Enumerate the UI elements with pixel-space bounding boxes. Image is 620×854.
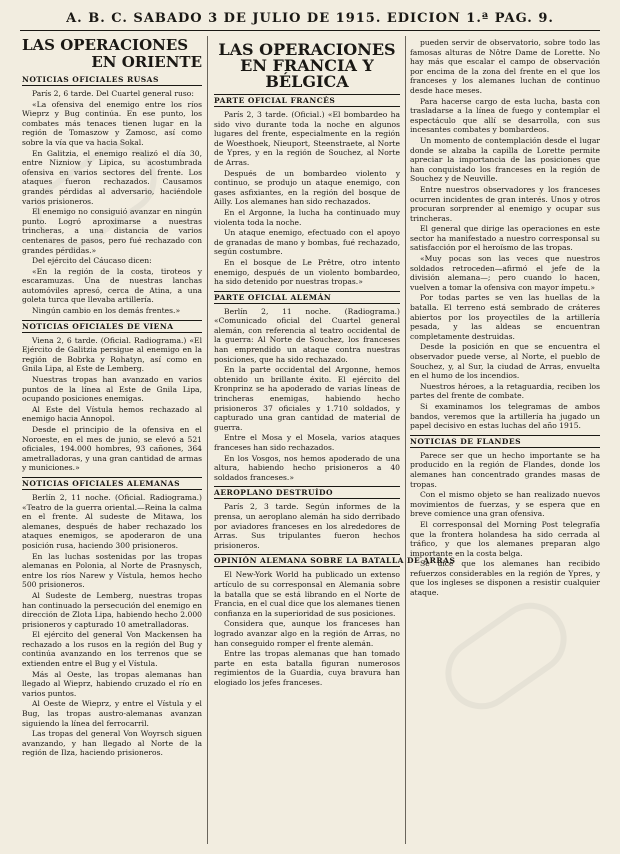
paragraph: Se dice que los alemanes han recibido refuerzos considerables en la región de Ypres, y que los ingleses se disponen a resistir cualquier ataque. (410, 559, 600, 598)
section-heading-opinion: OPINIÓN ALEMANA SOBRE LA BATALLA DE ARRAS (214, 556, 456, 566)
paragraph: En las luchas sostenidas por las tropas alemanas en Polonia, al Norte de Prasnysch, entre los ríos Narew y Vístula, hemos hecho 500 prisioneros. (22, 551, 202, 590)
paragraph: Para hacerse cargo de esta lucha, basta con trasladarse a la línea de fuego y contemplar el espectáculo que allí se desarrolla, con sus incesantes combates y bombardeos. (410, 96, 600, 135)
article-title-line1: LAS OPERACIONES (22, 36, 189, 54)
paragraph: En el Argonne, la lucha ha continuado muy violenta toda la noche. (214, 207, 400, 227)
section-heading-french: PARTE OFICIAL FRANCÉS (214, 94, 400, 107)
paragraph: Un momento de contemplación desde el lugar donde se alzaba la capilla de Lorette permite apreciar la importancia de las posiciones que han conquistado los franceses en la región de Souchez y de Neuville. (410, 135, 600, 184)
section-heading-vienna: NOTICIAS OFICIALES DE VIENA (22, 320, 202, 333)
paragraph: París 2, 3 tarde. Según informes de la prensa, un aeroplano alemán ha sido derribado por aviadores franceses en los alrededores de Arras. Sus tripulantes fueron hechos prisioneros. (214, 502, 400, 550)
paragraph: «En la región de la costa, tiroteos y escaramuzas. Una de nuestras lanchas automóviles apresó, cerca de Atina, a una goleta turca que llevaba artillería. (22, 266, 202, 305)
paragraph: Entre las tropas alemanas que han tomado parte en esta batalla figuran numerosos regimientos de la Guardia, cuya bravura han elogiado los jefes franceses. (214, 649, 400, 687)
paragraph: El general que dirige las operaciones en este sector ha manifestado a nuestro corresponsal su satisfacción por el heroísmo de las tropas. (410, 224, 600, 253)
paragraph: Al Oeste de Wieprz, y entre el Vístula y el Bug, las tropas austro-alemanas avanzan siguiendo la línea del ferrocarril. (22, 699, 202, 728)
paragraph: El ejército del general Von Mackensen ha rechazado a los rusos en la región del Bug y continúa avanzando en los terrenos que se extienden entre el Bug y el Vístula. (22, 630, 202, 669)
column-divider-2 (405, 36, 406, 844)
paragraph: En el bosque de Le Prêtre, otro intento enemigo, después de un violento bombardeo, ha sido detenido por nuestras tropas.» (214, 257, 400, 287)
paragraph: Más al Oeste, las tropas alemanas han llegado al Wieprz, habiendo cruzado el río en varios puntos. (22, 669, 202, 698)
paragraph: Si examinamos los telegramas de ambos bandos, veremos que la artillería ha jugado un papel decisivo en estas luchas del año 1915. (410, 401, 600, 431)
paragraph: Parece ser que un hecho importante se ha producido en la región de Flandes, donde los alemanes han concentrado grandes masas de tropas. (410, 450, 600, 489)
section-heading-flanders: NOTICIAS DE FLANDES (410, 435, 600, 448)
paragraph: Las tropas del general Von Woyrsch siguen avanzando, y han llegado al Norte de la región de Ilza, haciendo prisioneros. (22, 729, 202, 758)
section-heading-aeroplane: AEROPLANO DESTRUÍDO (214, 486, 400, 499)
paragraph: Desde la posición en que se encuentra el observador puede verse, al Norte, el pueblo de Souchez, y, al Sur, la ciudad de Arras, envuelta en el humo de los incendios. (410, 342, 600, 381)
paragraph: Ningún cambio en los demás frentes.» (32, 306, 181, 316)
paragraph: El enemigo no consiguió avanzar en ningún punto. Logró aproximarse a nuestras trincheras, a una distancia de varios centenares de pasos, pero fué rechazado con grandes pérdidas.» (22, 207, 202, 255)
column-divider-1 (207, 36, 208, 844)
paragraph: pueden servir de observatorio, sobre todo las famosas alturas de Nôtre Dame de Lorette. No hay más que escalar el campo de observación por encima de la zona del frente en el que los franceses y los alemanes luchan de continuo desde hace meses. (410, 38, 600, 95)
paragraph: Con el mismo objeto se han realizado nuevos movimientos de fuerzas, y se espera que en breve comience una gran ofensiva. (410, 490, 600, 519)
paragraph: París 2, 6 tarde. Del Cuartel general ruso: (32, 89, 194, 98)
paragraph: Después de un bombardeo violento y continuo, se produjo un ataque enemigo, con gases asfixiantes, en la región del bosque de Ailly. Los alemanes han sido rechazados. (214, 168, 400, 207)
paragraph: En Galitzia, el enemigo realizó el día 30, entre Nizniow y Lipica, su acostumbrada ofensiva en varios sectores del frente. Los ataques fueron rechazados. Causamos grandes pérdidas al adversario, haciéndole varios prisioneros. (22, 148, 202, 206)
section-heading-russian: NOTICIAS OFICIALES RUSAS (22, 74, 202, 86)
column-continuation (410, 38, 600, 844)
paragraph: «Muy pocas son las veces que nuestros soldados retroceden—afirmó el jefe de la división alemana—; pero cuando lo hacen, vuelven a tomar la ofensiva con mayor ímpetu.» (410, 254, 600, 292)
paragraph: Un ataque enemigo, efectuado con el apoyo de granadas de mano y bombas, fué rechazado, según costumbre. (214, 228, 400, 257)
article-title-line2: EN ORIENTE (91, 53, 202, 71)
paragraph: Entre nuestros observadores y los franceses ocurren incidentes de gran interés. Unos y otros procuran sorprender al enemigo y ocupar sus trincheras. (410, 184, 600, 223)
page-header: A. B. C. SABADO 3 DE JULIO DE 1915. EDICION 1.ª PAG. 9. (20, 8, 600, 31)
paragraph: En la parte occidental del Argonne, hemos obtenido un brillante éxito. El ejército del Kronprinz se ha apoderado de varias líneas de trincheras enemigas, habiendo hecho prisioneros 37 oficiales y 1.710 soldados, y capturado una gran cantidad de material de guerra. (214, 365, 400, 432)
column-eastern-front (22, 38, 202, 844)
paragraph: «La ofensiva del enemigo entre los ríos Wieprz y Bug continúa. En ese punto, los combates más tenaces tienen lugar en la región de Tomaszow y Zamosc, así como sobre la vía que va hacia Sokal. (22, 99, 202, 147)
paragraph: Desde el principio de la ofensiva en el Noroeste, en el mes de junio, se elevó a 521 oficiales, 194.000 hombres, 93 cañones, 364 ametralladoras, y una gran cantidad de armas y municiones.» (22, 425, 202, 473)
paragraph: Al Este del Vístula hemos rechazado al enemigo hacia Annopol. (22, 404, 202, 424)
paragraph: Nuestros héroes, a la retaguardia, reciben los partes del frente de combate. (410, 381, 600, 401)
paragraph: Viena 2, 6 tarde. (Oficial. Radiograma.) «El Ejército de Galitzia persigue al enemigo en la región de Bobrka y Rohatyn, así como en Gnila Lipa, al Este de Lemberg. (22, 335, 202, 374)
section-heading-german: PARTE OFICIAL ALEMÁN (214, 291, 400, 304)
paragraph: París 2, 3 tarde. (Oficial.) «El bombardeo ha sido vivo durante toda la noche en algunos lugares del frente, especialmente en la región de Woesthoek, Nieuport, Steenstraete, al Norte de Ypres, y en la región de Souchez, al Norte de Arras. (214, 110, 400, 167)
column-western-front (214, 38, 456, 844)
paragraph: Por todas partes se ven las huellas de la batalla. El terreno está sembrado de cráteres abiertos por los proyectiles de la artillería pesada, y las aldeas se encuentran completamente destruidas. (410, 293, 600, 341)
paragraph: El New-York World ha publicado un extenso artículo de su corresponsal en Alemania sobre la batalla que se está librando en el Norte de Francia, en el cual dice que los alemanes tienen confianza en la superioridad de sus posiciones. (214, 570, 400, 618)
section-heading-german: NOTICIAS OFICIALES ALEMANAS (22, 477, 202, 490)
paragraph: Del ejército del Cáucaso dicen: (32, 256, 152, 266)
paragraph: Al Sudeste de Lemberg, nuestras tropas han continuado la persecución del enemigo en dirección de Zlota Lipa, habiendo hecho 2.000 prisioneros y capturado 10 ametralladoras. (22, 590, 202, 629)
paragraph: Nuestras tropas han avanzado en varios puntos de la línea al Este de Gnila Lipa, ocupando posiciones enemigas. (22, 375, 202, 404)
paragraph: Considera que, aunque los franceses han logrado avanzar algo en la región de Arras, no han conseguido romper el frente alemán. (214, 619, 400, 648)
paragraph: Berlín 2, 11 noche. (Oficial. Radiograma.) «Teatro de la guerra oriental.—Reina la calma en el frente. Al sudeste de Mitawa, los alemanes, después de haber rechazado los ataques enemigos, se apoderaron de una posición rusa, haciendo 300 prisioneros. (22, 492, 202, 550)
paragraph: En los Vosgos, nos hemos apoderado de una altura, habiendo hecho prisioneros a 40 soldados franceses.» (214, 453, 400, 482)
article-title: LAS OPERACIONES EN FRANCIA Y BÉLGICA (218, 40, 396, 91)
paragraph: El corresponsal del Morning Post telegrafía que la frontera holandesa ha sido cerrada al tráfico, y que los alemanes preparan algo importante en la costa belga. (410, 519, 600, 558)
paragraph: Entre el Mosa y el Mosela, varios ataques franceses han sido rechazados. (214, 433, 400, 452)
paragraph: Berlín 2, 11 noche. (Radiograma.) «Comunicado oficial del Cuartel general alemán, con referencia al teatro occidental de la guerra: Al Norte de Souchez, los franceses han emprendido un ataque contra nuestras posiciones, que ha sido rechazado. (214, 306, 400, 364)
